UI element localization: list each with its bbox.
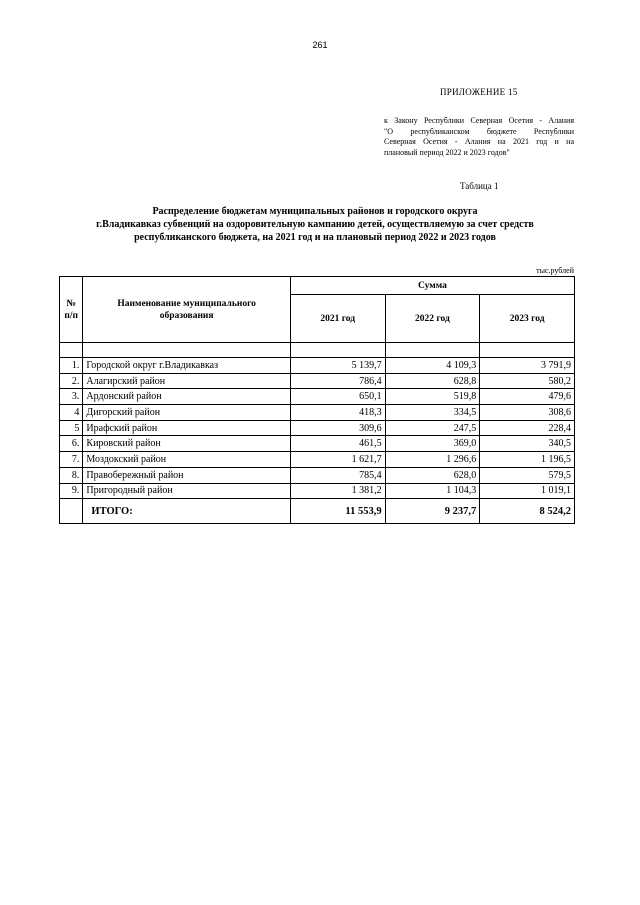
row-value-2022: 247,5 [385,420,480,436]
heading-line: республиканского бюджета, на 2021 год и на плановый период 2022 и 2023 годов [134,232,496,243]
row-value-2023: 580,2 [480,373,575,389]
table-row [60,467,575,483]
row-value-2023: 3 791,9 [480,358,575,374]
header-year-2021: 2021 год [290,295,385,343]
row-value-2021: 5 139,7 [290,358,385,374]
row-number: 8. [60,467,83,483]
spacer-row [60,343,575,358]
row-value-2022: 4 109,3 [385,358,480,374]
row-number: 5 [60,420,83,436]
header-name: Наименование муниципального образования [83,277,290,343]
row-value-2023: 228,4 [480,420,575,436]
law-ref-line: к Закону Республики Северная Осетия - Алания [384,116,574,125]
row-number: 3. [60,389,83,405]
table-row [60,405,575,421]
row-name: Ирафский район [83,420,290,436]
row-value-2023: 479,6 [480,389,575,405]
law-reference [384,116,574,158]
table-caption: Таблица 1 [460,181,499,191]
table-row [60,483,575,499]
appendix-title: ПРИЛОЖЕНИЕ 15 [440,87,518,97]
header-sum: Сумма [290,277,574,295]
row-value-2022: 519,8 [385,389,480,405]
row-value-2021: 418,3 [290,405,385,421]
row-number: 6. [60,436,83,452]
total-value-2023: 8 524,2 [480,499,575,524]
row-value-2022: 334,5 [385,405,480,421]
table-row [60,389,575,405]
row-name: Моздокский район [83,452,290,468]
row-value-2022: 1 104,3 [385,483,480,499]
row-value-2021: 309,6 [290,420,385,436]
row-name: Пригородный район [83,483,290,499]
row-name: Дигорский район [83,405,290,421]
total-row [60,499,575,524]
total-value-2022: 9 237,7 [385,499,480,524]
row-number: 1. [60,358,83,374]
row-value-2021: 786,4 [290,373,385,389]
row-number: 7. [60,452,83,468]
total-label: ИТОГО: [83,499,290,524]
heading-line: Распределение бюджетам муниципальных районов и городского округа [152,206,478,217]
row-value-2021: 461,5 [290,436,385,452]
header-num: № п/п [60,277,83,343]
row-value-2021: 785,4 [290,467,385,483]
row-number: 2. [60,373,83,389]
row-value-2022: 628,8 [385,373,480,389]
table-row [60,373,575,389]
document-heading [60,205,570,244]
row-value-2022: 1 296,6 [385,452,480,468]
row-value-2023: 1 019,1 [480,483,575,499]
row-value-2021: 1 381,2 [290,483,385,499]
table-row [60,358,575,374]
unit-label: тыс.рублей [536,266,574,275]
row-value-2023: 579,5 [480,467,575,483]
total-num-cell [60,499,83,524]
page-number: 261 [312,40,328,50]
row-name: Ардонский район [83,389,290,405]
law-ref-line: Северная Осетия - Алания на 2021 год и на [384,137,574,146]
total-value-2021: 11 553,9 [290,499,385,524]
row-name: Правобережный район [83,467,290,483]
law-ref-line: "О республиканском бюджете Республики [384,126,574,136]
row-value-2021: 1 621,7 [290,452,385,468]
header-year-2023: 2023 год [480,295,575,343]
row-number: 4 [60,405,83,421]
row-value-2023: 1 196,5 [480,452,575,468]
row-name: Алагирский район [83,373,290,389]
row-value-2022: 628,0 [385,467,480,483]
row-name: Кировский район [83,436,290,452]
row-value-2023: 340,5 [480,436,575,452]
row-name: Городской округ г.Владикавказ [83,358,290,374]
subvention-table [59,276,575,524]
table-row [60,452,575,468]
table-row [60,436,575,452]
row-value-2023: 308,6 [480,405,575,421]
row-value-2022: 369,0 [385,436,480,452]
heading-line: г.Владикавказ субвенций на оздоровительную кампанию детей, осуществляемую за счет средств [96,219,534,230]
table-row [60,420,575,436]
law-ref-line: плановый период 2022 и 2023 годов" [384,147,510,157]
row-number: 9. [60,483,83,499]
header-year-2022: 2022 год [385,295,480,343]
row-value-2021: 650,1 [290,389,385,405]
